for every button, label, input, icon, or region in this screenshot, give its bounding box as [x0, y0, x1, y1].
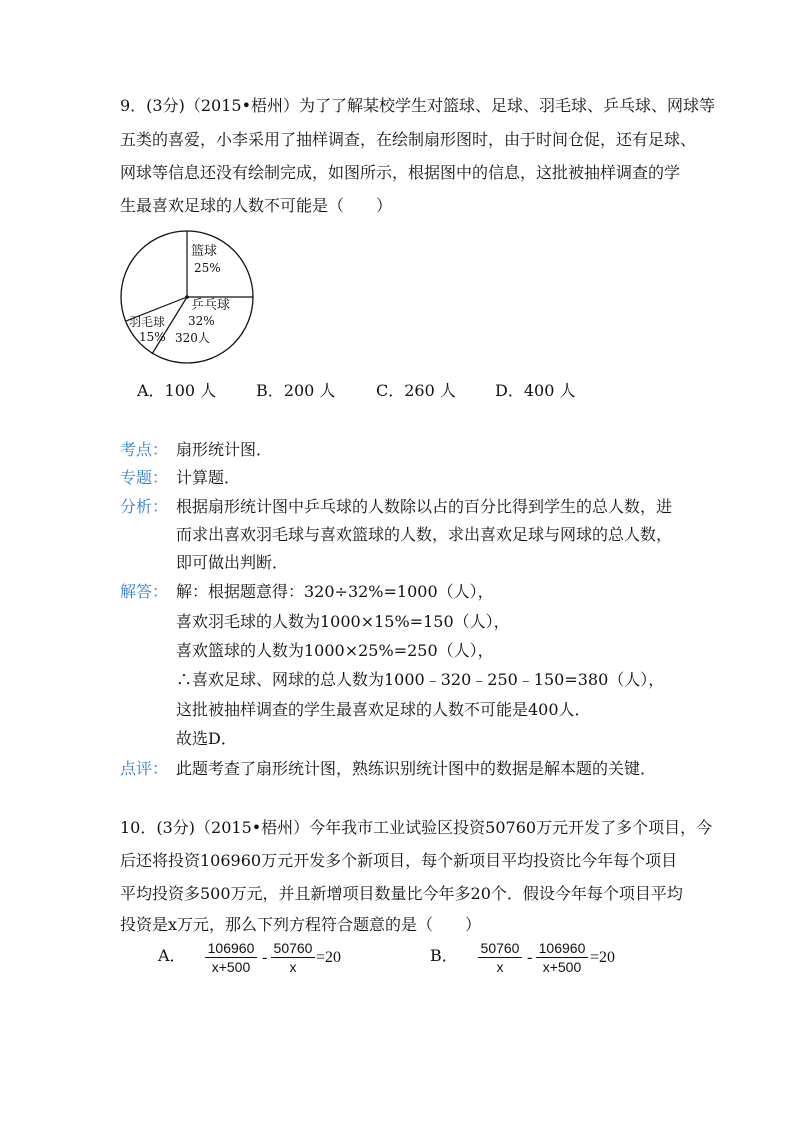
q9-line-1: 9．(3分)（2015•梧州）为了了解某校学生对篮球、足球、羽毛球、乒乓球、网球等 [120, 96, 716, 115]
jieda-line-4: ∴喜欢足球、网球的总人数为1000﹣320﹣250﹣150=380（人）， [176, 670, 665, 689]
q10-option-a-minus: - [262, 949, 268, 966]
q10-line-3: 平均投资多500万元，并且新增项目数量比今年多20个．假设今年每个项目平均 [120, 884, 683, 903]
q9-option-c[interactable]: C．260 人 [376, 381, 456, 400]
pie-chart [115, 225, 260, 370]
q9-option-d[interactable]: D．400 人 [495, 381, 576, 400]
q9-line-2: 五类的喜爱，小李采用了抽样调查，在绘制扇形图时，由于时间仓促，还有足球、 [120, 130, 697, 149]
fraction-bar [205, 957, 257, 958]
fenxi-line-3: 即可做出判断． [176, 553, 289, 572]
q10-line-1: 10．(3分)（2015•梧州）今年我市工业试验区投资50760万元开发了多个项目，今 [120, 818, 713, 837]
q10-option-b-letter[interactable]: B． [430, 946, 458, 965]
kaodian-text: 扇形统计图． [176, 440, 273, 459]
pie-label-badminton: 羽毛球 [129, 315, 166, 329]
fraction-denominator: x+500 [542, 959, 582, 975]
q9-line-3: 网球等信息还没有绘制完成，如图所示，根据图中的信息，这批被抽样调查的学 [120, 163, 681, 182]
q10-option-a-rhs: =20 [316, 949, 342, 966]
q10-line-2: 后还将投资106960万元开发多个新项目，每个新项目平均投资比今年每个项目 [120, 851, 678, 870]
fraction-bar [536, 957, 588, 958]
pie-pct-pingpong: 32% [188, 314, 215, 328]
fraction-denominator: x [496, 959, 504, 975]
fraction-numerator: 106960 [207, 940, 255, 956]
q10-option-a-fraction-2 [271, 940, 315, 975]
pie-label-basketball: 篮球 [191, 244, 218, 259]
fenxi-line-2: 而求出喜欢羽毛球与喜欢篮球的人数，求出喜欢足球与网球的总人数， [176, 525, 673, 544]
jieda-line-6: 故选D． [176, 729, 237, 748]
pie-center [185, 295, 189, 299]
fraction-bar [478, 957, 522, 958]
jieda-line-1: 解：根据题意得：320÷32%=1000（人）， [176, 582, 494, 601]
dianping-label: 点评： [120, 759, 169, 778]
fraction-numerator: 50760 [273, 940, 313, 956]
q10-option-a-letter[interactable]: A． [158, 946, 186, 965]
fraction-denominator: x+500 [211, 959, 251, 975]
q10-line-4: 投资是x万元，那么下列方程符合题意的是（ ） [120, 915, 482, 934]
pie-pct-badminton: 15% [139, 330, 166, 344]
q9-option-a[interactable]: A．100 人 [137, 381, 217, 400]
jieda-line-5: 这批被抽样调查的学生最喜欢足球的人数不可能是400人． [176, 700, 591, 719]
fraction-bar [271, 957, 315, 958]
zhuanti-label: 专题： [120, 468, 169, 487]
pie-pct-basketball: 25% [194, 261, 221, 275]
jieda-line-2: 喜欢羽毛球的人数为1000×15%=150（人）， [176, 612, 510, 631]
dianping-text: 此题考查了扇形统计图，熟练识别统计图中的数据是解本题的关键． [176, 759, 657, 778]
fraction-denominator: x [289, 959, 297, 975]
q10-option-b-fraction-2 [536, 940, 588, 975]
zhuanti-text: 计算题． [176, 468, 241, 487]
fenxi-line-1: 根据扇形统计图中乒乓球的人数除以占的百分比得到学生的总人数，进 [176, 497, 673, 516]
pie-count-pingpong: 320人 [175, 331, 210, 345]
q10-option-a-fraction-1 [205, 940, 257, 975]
q10-option-b-minus: - [527, 949, 533, 966]
kaodian-label: 考点： [120, 440, 169, 459]
q9-option-b[interactable]: B．200 人 [256, 381, 336, 400]
fenxi-label: 分析： [120, 497, 169, 516]
q10-option-b-rhs: =20 [590, 949, 616, 966]
jieda-line-3: 喜欢篮球的人数为1000×25%=250（人）， [176, 641, 494, 660]
jieda-label: 解答： [120, 582, 169, 601]
fraction-numerator: 106960 [538, 940, 586, 956]
fraction-numerator: 50760 [480, 940, 520, 956]
q9-line-4: 生最喜欢足球的人数不可能是（ ） [120, 196, 393, 215]
pie-label-pingpong: 乒乓球 [191, 298, 231, 313]
q10-option-b-fraction-1 [478, 940, 522, 975]
